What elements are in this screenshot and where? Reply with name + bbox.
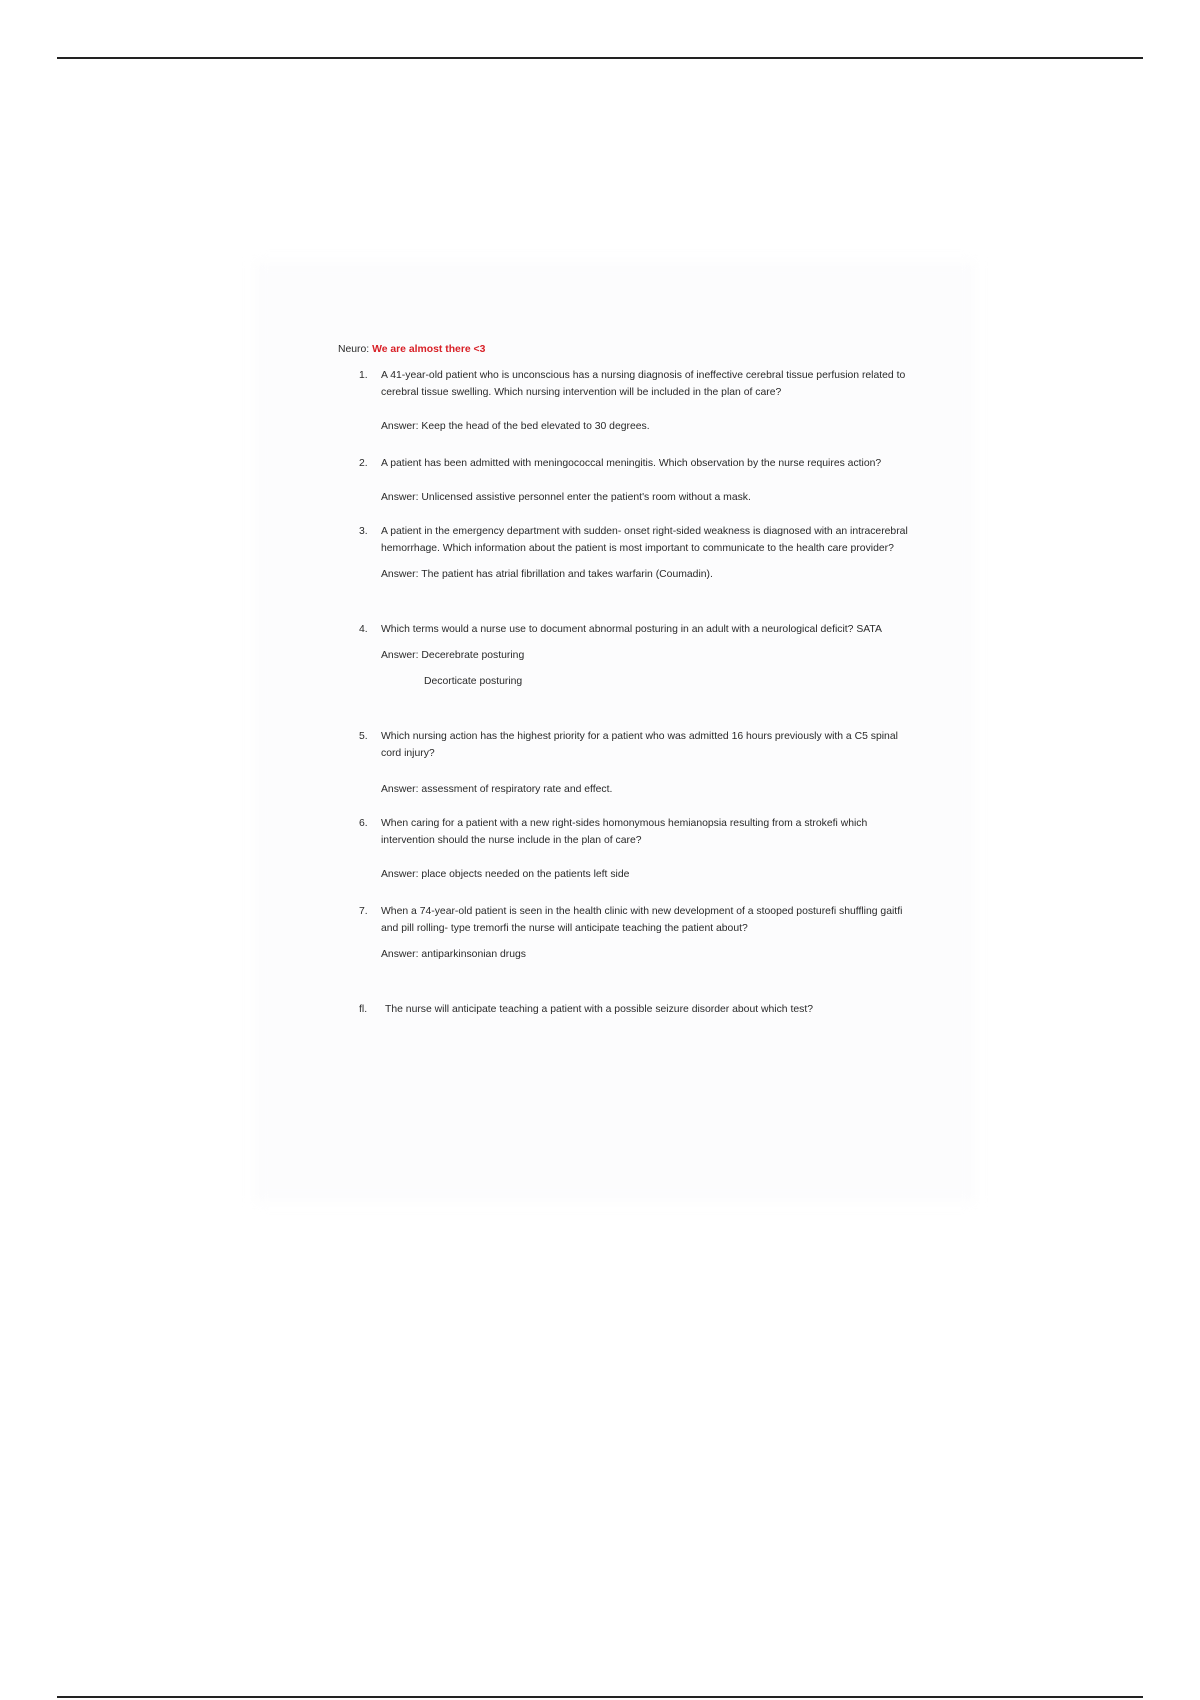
top-rule xyxy=(57,57,1143,59)
page-heading xyxy=(338,341,918,358)
answer-text: Answer: Keep the head of the bed elevated to 30 degrees. xyxy=(381,421,650,432)
heading-accent: We are almost there <3 xyxy=(372,344,486,355)
question-item-3 xyxy=(338,523,918,583)
question-text: The nurse will anticipate teaching a patient with a possible seizure disorder about which test? xyxy=(385,1004,813,1015)
question-number: 6. xyxy=(359,818,368,829)
heading-label: Neuro: xyxy=(338,344,370,355)
question-number: 5. xyxy=(359,731,368,742)
question-number: 3. xyxy=(359,526,368,537)
question-number: 7. xyxy=(359,906,368,917)
answer-text: Answer: place objects needed on the patients left side xyxy=(381,869,630,880)
question-text: Which terms would a nurse use to document abnormal posturing in an adult with a neurological deficit? SATA xyxy=(381,624,882,635)
question-text: Which nursing action has the highest priority for a patient who was admitted 16 hours previously with a C5 spinal cord injury? xyxy=(381,731,898,759)
answer-text: Answer: assessment of respiratory rate and effect. xyxy=(381,784,613,795)
bottom-rule xyxy=(57,1696,1143,1698)
question-item-7 xyxy=(338,903,918,963)
answer-text: Answer: The patient has atrial fibrillation and takes warfarin (Coumadin). xyxy=(381,569,713,580)
question-item-1 xyxy=(338,367,918,435)
answer-text: Answer: antiparkinsonian drugs xyxy=(381,949,526,960)
question-item-8 xyxy=(338,1001,918,1018)
question-number: 4. xyxy=(359,624,368,635)
question-number: fl. xyxy=(359,1004,368,1015)
answer-text: Answer: Decerebrate posturing xyxy=(381,650,525,661)
question-item-6 xyxy=(338,815,918,883)
question-item-2 xyxy=(338,455,918,506)
question-item-4 xyxy=(338,621,918,690)
question-text: A patient in the emergency department with sudden- onset right-sided weakness is diagnosed with an intracerebral hemorrhage. Which information about the patient is most important to communicate to the health care provider? xyxy=(381,526,908,554)
question-text: When a 74-year-old patient is seen in the health clinic with new development of a stooped posturefi shuffling gaitfi and pill rolling- type tremorfi the nurse will anticipate teaching the patient about? xyxy=(381,906,903,934)
question-number: 1. xyxy=(359,370,368,381)
question-text: When caring for a patient with a new right-sides homonymous hemianopsia resulting from a strokefi which intervention should the nurse include in the plan of care? xyxy=(381,818,868,846)
question-text: A 41-year-old patient who is unconscious has a nursing diagnosis of ineffective cerebral tissue perfusion related to cerebral tissue swelling. Which nursing intervention will be included in the plan of care? xyxy=(381,370,906,398)
answer-text: Answer: Unlicensed assistive personnel enter the patient's room without a mask. xyxy=(381,492,751,503)
question-number: 2. xyxy=(359,458,368,469)
document-body xyxy=(338,341,918,1018)
answer-text-extra: Decorticate posturing xyxy=(424,676,523,687)
question-item-5 xyxy=(338,728,918,798)
question-text: A patient has been admitted with meningococcal meningitis. Which observation by the nurse requires action? xyxy=(381,458,882,469)
